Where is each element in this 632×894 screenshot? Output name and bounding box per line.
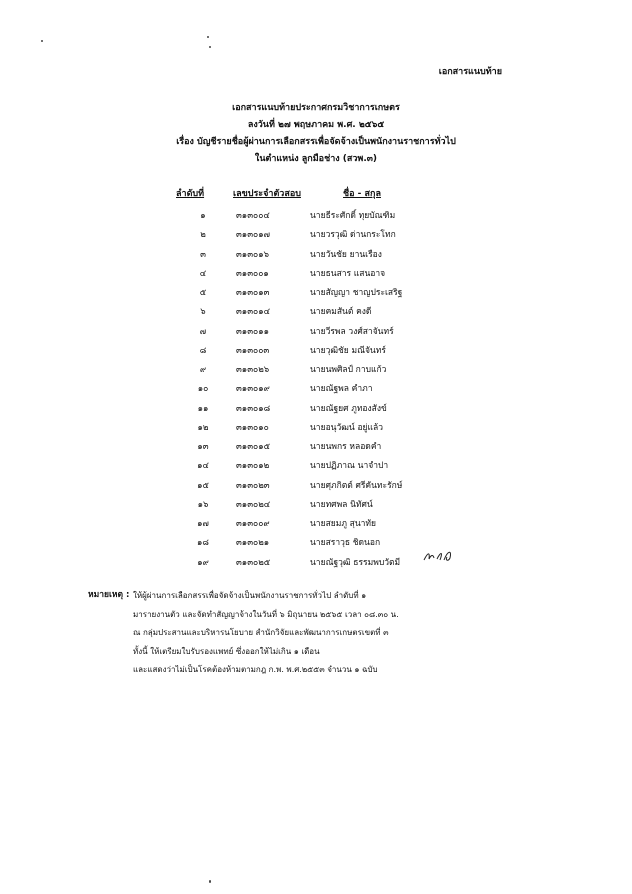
row-name: นายคมสันต์ คงดี xyxy=(310,307,372,318)
row-number: ๑๓ xyxy=(197,442,209,452)
scan-speck xyxy=(209,46,211,48)
table-row xyxy=(0,227,632,246)
row-name: นายสยมภู สุนาทัย xyxy=(310,519,376,529)
row-name: นายสราวุธ ชิดนอก xyxy=(310,538,381,549)
row-number: ๕ xyxy=(199,288,207,298)
row-number: ๑๒ xyxy=(197,422,209,433)
note-line: ณ กลุ่มประสานและบริหารนโยบาย สำนักวิจัยและพัฒนาการเกษตรเขตที่ ๓ xyxy=(133,628,389,637)
candidate-table xyxy=(0,208,632,574)
table-row xyxy=(0,362,632,381)
row-name: นายวรวุฒิ ด่านกระโทก xyxy=(310,230,396,241)
row-name: นายวันชัย ยานเรือง xyxy=(310,249,382,260)
table-row xyxy=(0,285,632,304)
table-row xyxy=(0,516,632,535)
row-exam-id: ๓๑๓๐๒๑ xyxy=(236,538,270,549)
row-exam-id: ๓๑๓๐๑๖ xyxy=(236,249,269,260)
row-exam-id: ๓๑๓๐๒๖ xyxy=(236,365,270,375)
table-row xyxy=(0,478,632,497)
row-number: ๑ xyxy=(200,211,206,221)
document-header xyxy=(0,100,632,168)
header-announcement-title: เอกสารแนบท้ายประกาศกรมวิชาการเกษตร xyxy=(232,103,400,113)
row-name: นายณัฐยศ ภูทองสังข์ xyxy=(310,403,387,414)
row-exam-id: ๓๑๓๐๑๕ xyxy=(236,442,271,452)
row-name: นายวีรพล วงศ์สาจันทร์ xyxy=(310,326,394,337)
table-row xyxy=(0,439,632,458)
row-number: ๑๐ xyxy=(197,384,209,395)
header-date: ลงวันที่ ๒๗ พฤษภาคม พ.ศ. ๒๕๖๕ xyxy=(247,120,385,130)
column-header-no: ลำดับที่ xyxy=(176,189,205,199)
table-row xyxy=(0,208,632,227)
row-name: นายธีระศักดิ์ ทุยบัณฑิม xyxy=(310,211,396,221)
handwritten-signature xyxy=(422,548,456,564)
row-exam-id: ๓๑๓๐๑๘ xyxy=(236,403,271,414)
row-number: ๑๔ xyxy=(197,461,209,472)
row-number: ๑๕ xyxy=(197,480,209,491)
row-name: นายปฏิภาณ นาจำปา xyxy=(310,461,389,472)
scan-speck xyxy=(41,40,43,42)
note-line: ให้ผู้ผ่านการเลือกสรรเพื่อจัดจ้างเป็นพนักงานราชการทั่วไป ลำดับที่ ๑ xyxy=(133,591,367,600)
row-exam-id: ๓๑๓๐๑๙ xyxy=(236,384,270,395)
row-number: ๑๘ xyxy=(197,538,209,549)
row-name: นายนพศิลป์ กาบแก้ว xyxy=(310,365,387,375)
table-row xyxy=(0,381,632,400)
table-row xyxy=(0,343,632,362)
row-exam-id: ๓๑๓๐๒๓ xyxy=(236,480,270,491)
row-name: นายธนสาร แสนอาจ xyxy=(310,268,386,279)
row-number: ๒ xyxy=(200,230,206,241)
row-number: ๑๑ xyxy=(197,403,209,414)
table-row xyxy=(0,555,632,574)
scan-speck xyxy=(209,880,211,883)
note-line: มารายงานตัว และจัดทำสัญญาจ้างในวันที่ ๖ มิถุนายน ๒๕๖๕ เวลา ๐๘.๓๐ น. xyxy=(133,609,399,619)
row-exam-id: ๓๑๓๐๑๒ xyxy=(236,461,270,472)
row-number: ๘ xyxy=(199,345,207,356)
row-number: ๑๗ xyxy=(197,519,209,529)
row-number: ๔ xyxy=(199,268,207,279)
attachment-label: เอกสารแนบท้าย xyxy=(438,67,502,77)
table-row xyxy=(0,247,632,266)
row-exam-id: ๓๑๓๐๑๐ xyxy=(236,422,269,433)
row-number: ๓ xyxy=(200,249,206,260)
row-number: ๑๖ xyxy=(197,499,209,510)
row-exam-id: ๓๑๓๐๐๑ xyxy=(236,268,269,279)
table-row xyxy=(0,535,632,554)
table-row xyxy=(0,324,632,343)
table-row xyxy=(0,497,632,516)
row-exam-id: ๓๑๓๐๒๕ xyxy=(236,557,271,568)
row-name: นายวุฒิชัย มณีจันทร์ xyxy=(310,345,386,356)
row-exam-id: ๓๑๓๐๑๗ xyxy=(236,230,270,241)
note-line: ทั้งนี้ ให้เตรียมใบรับรองแพทย์ ซึ่งออกให้ไม่เกิน ๑ เดือน xyxy=(133,646,320,656)
row-exam-id: ๓๑๓๐๑๑ xyxy=(236,326,269,337)
row-name: นายณัฐวุฒิ ธรรมพบวัตมี xyxy=(310,557,401,568)
row-name: นายอนุวัฒน์ อยู่แล้ว xyxy=(310,422,383,433)
scan-speck xyxy=(207,36,209,38)
table-row xyxy=(0,304,632,323)
row-exam-id: ๓๑๓๐๐๓ xyxy=(236,345,270,356)
table-row xyxy=(0,458,632,477)
row-exam-id: ๓๑๓๐๑๔ xyxy=(236,307,271,318)
header-subject: เรื่อง บัญชีรายชื่อผู้ผ่านการเลือกสรรเพื่อจัดจ้างเป็นพนักงานราชการทั่วไป xyxy=(176,137,456,147)
note-label: หมายเหตุ : xyxy=(88,590,130,600)
note-body xyxy=(133,587,573,680)
row-exam-id: ๓๑๓๐๒๔ xyxy=(236,499,271,510)
table-row xyxy=(0,266,632,285)
header-position: ในตำแหน่ง ลูกมือช่าง (สวพ.๓) xyxy=(254,154,378,164)
column-header-exam-id: เลขประจำตัวสอบ xyxy=(233,189,301,199)
note-line: และแสดงว่าไม่เป็นโรคต้องห้ามตามกฎ ก.พ. พ.ศ.๒๕๕๓ จำนวน ๑ ฉบับ xyxy=(133,665,378,674)
row-number: ๙ xyxy=(199,365,207,375)
row-exam-id: ๓๑๓๐๐๙ xyxy=(236,519,270,529)
column-header-name: ชื่อ - สกุล xyxy=(343,189,381,199)
row-number: ๑๙ xyxy=(197,557,209,568)
row-exam-id: ๓๑๓๐๐๔ xyxy=(236,211,270,221)
table-row xyxy=(0,420,632,439)
row-exam-id: ๓๑๓๐๑๓ xyxy=(236,288,270,298)
row-name: นายสัญญา ชาญประเสริฐ xyxy=(310,288,403,298)
row-name: นายศุภกิตต์ ศรีคันทะรักษ์ xyxy=(310,480,403,491)
row-name: นายนพกร หลอดคำ xyxy=(310,442,382,452)
row-name: นายทศพล นิทัศน์ xyxy=(310,499,373,510)
row-number: ๖ xyxy=(200,307,206,318)
table-row xyxy=(0,401,632,420)
row-name: นายณัฐพล คำภา xyxy=(310,384,373,395)
row-number: ๗ xyxy=(199,326,207,337)
